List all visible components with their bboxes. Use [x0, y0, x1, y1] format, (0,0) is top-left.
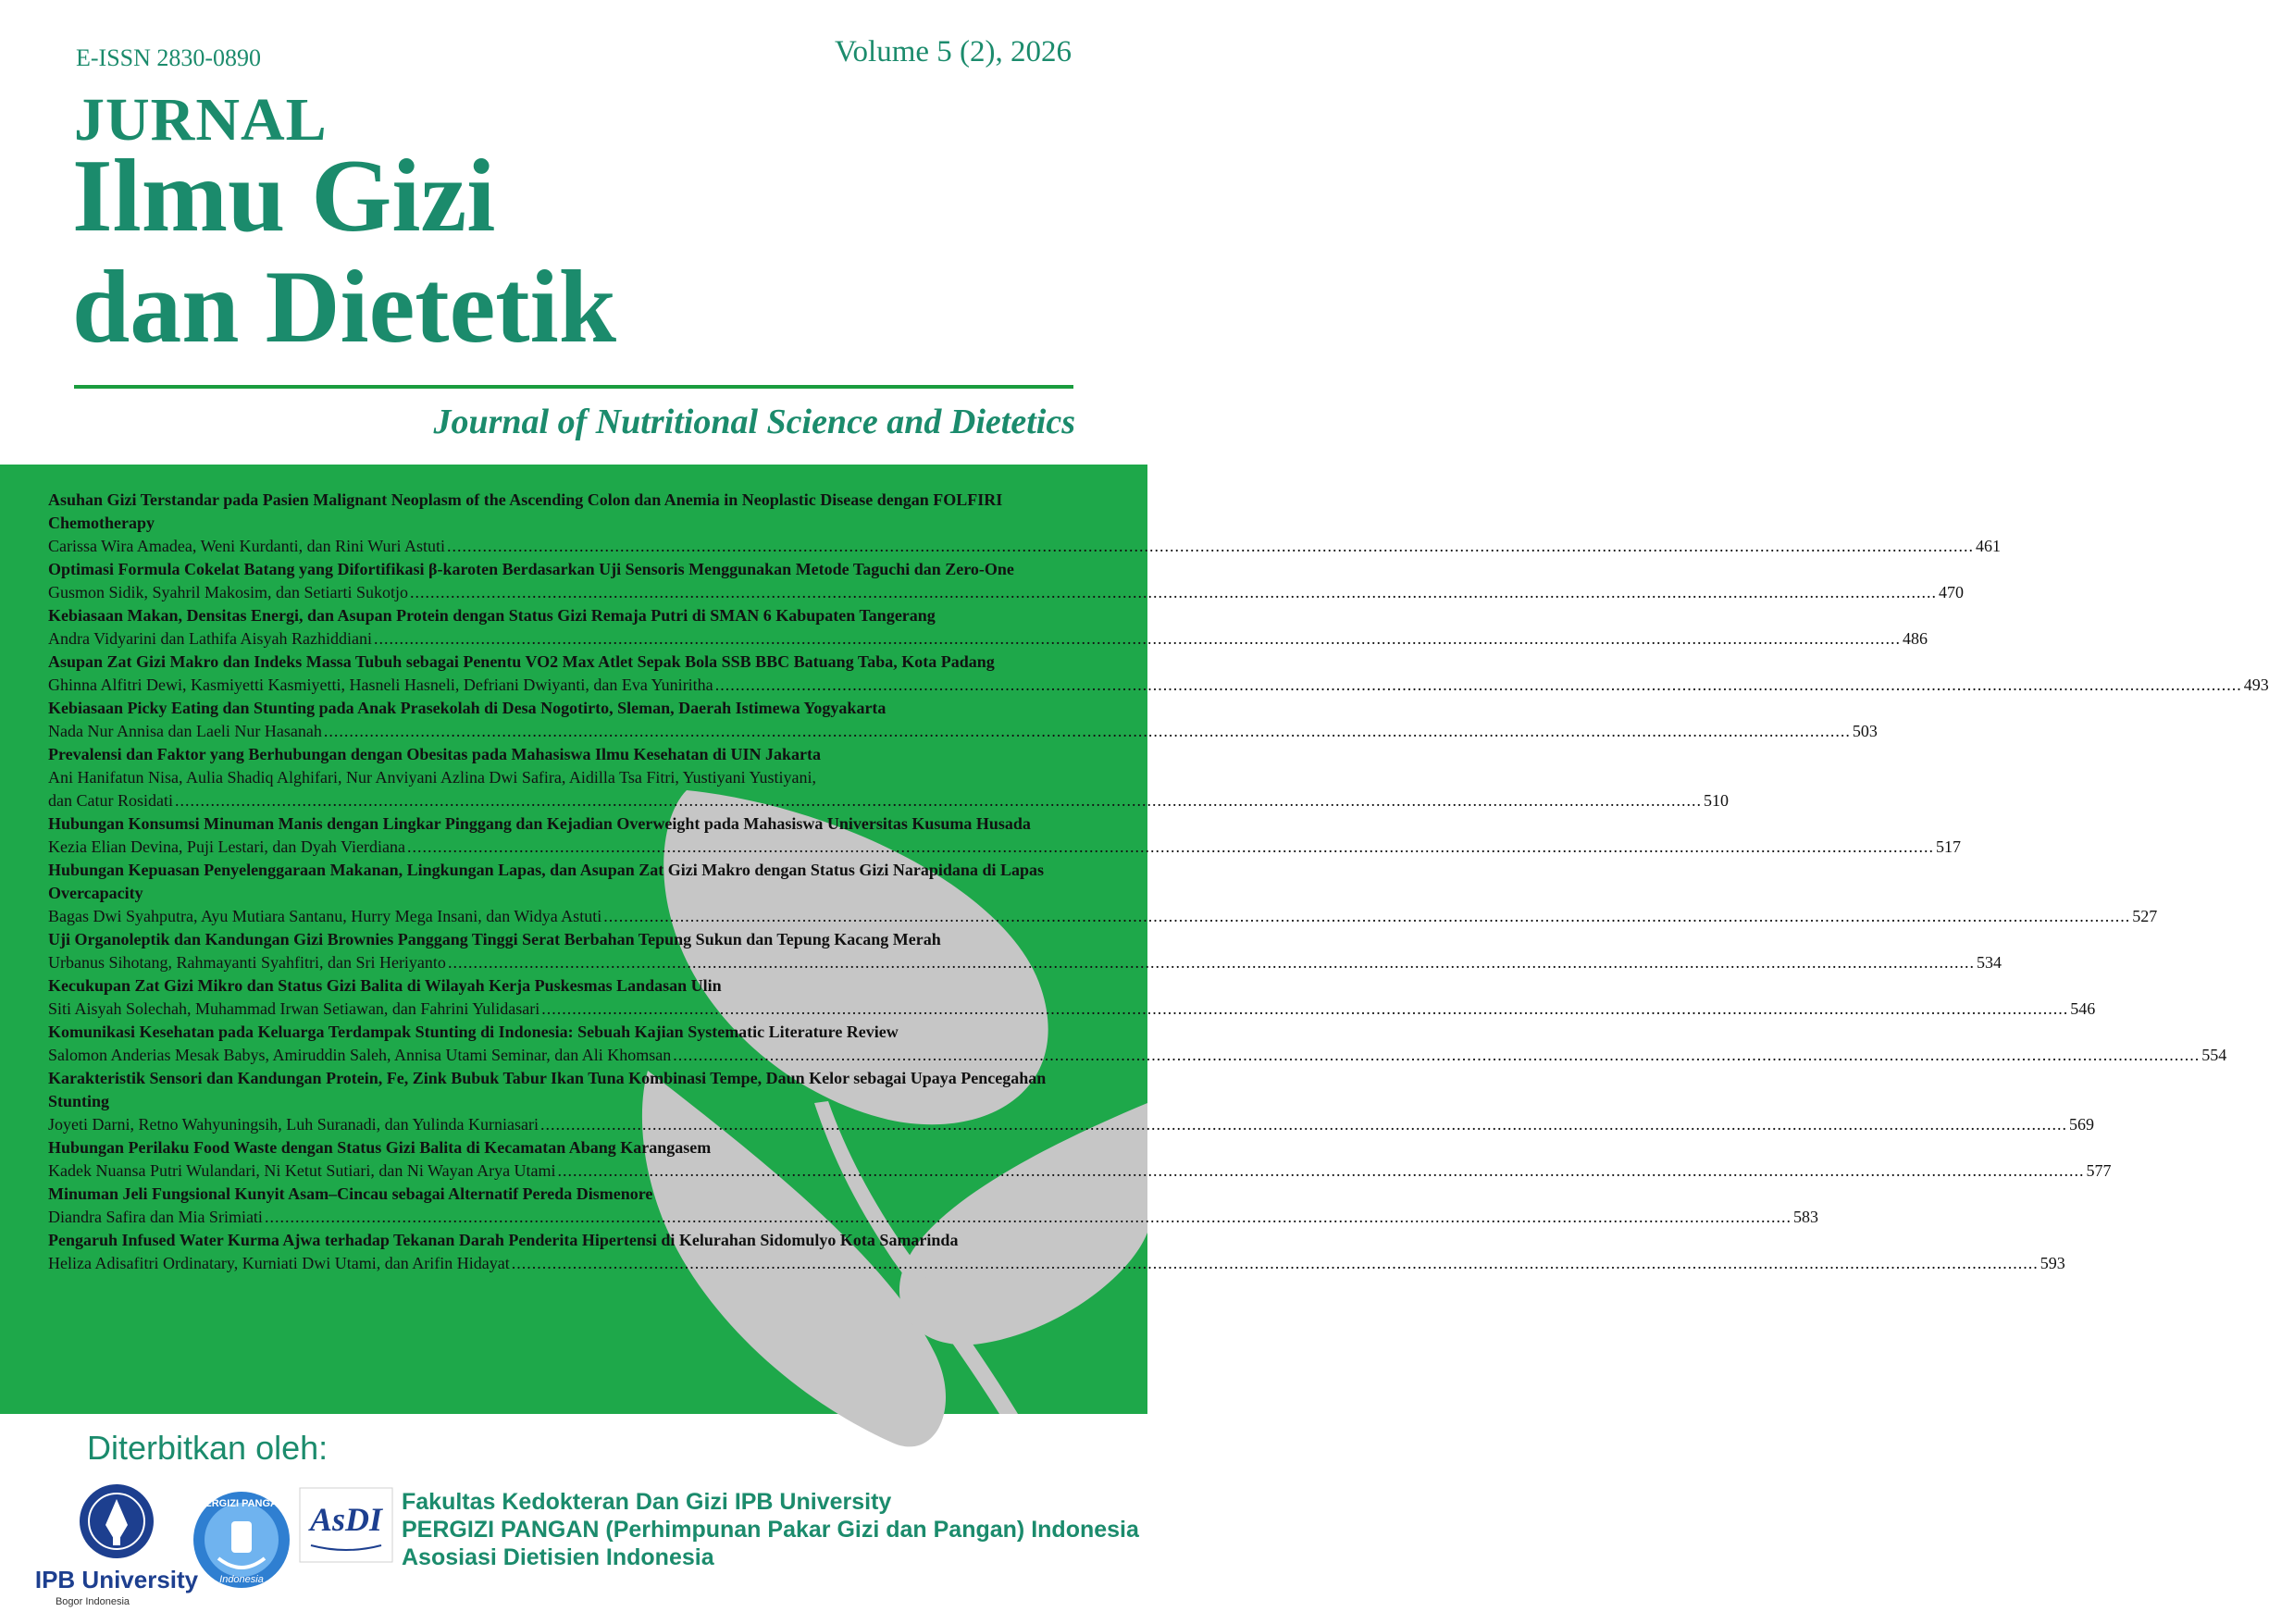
article-authors-row [48, 836, 1961, 859]
publisher-asdi: Asosiasi Dietisien Indonesia [402, 1544, 714, 1570]
article-title: Pengaruh Infused Water Kurma Ajwa terhadap Tekanan Darah Penderita Hipertensi di Kelurahan Sidomulyo Kota Samarinda [48, 1231, 959, 1249]
publisher-list [402, 1488, 1139, 1571]
article-page-number: 569 [2068, 1115, 2094, 1134]
article-authors-row [48, 951, 2002, 974]
article-page-number: 577 [2086, 1161, 2112, 1180]
article-authors: Heliza Adisafitri Ordinatary, Kurniati Dwi Utami, dan Arifin Hidayat [48, 1254, 510, 1272]
toc-entry [48, 974, 2096, 1021]
toc-entry [48, 604, 1928, 651]
ipb-university-logo [34, 1479, 199, 1619]
dot-leader: ............................................................................................................................................................................................................................................................................................................ [539, 1115, 2067, 1134]
article-authors-row [48, 998, 2096, 1021]
article-title: Hubungan Kepuasan Penyelenggaraan Makanan, Lingkungan Lapas, dan Asupan Zat Gizi Makro dengan Status Gizi Narapidana di Lapas Overcapacity [48, 861, 1044, 902]
volume-label: Volume 5 (2), 2026 [834, 35, 1072, 68]
toc-entry [48, 1067, 2094, 1136]
dot-leader: ............................................................................................................................................................................................................................................................................................................ [557, 1161, 2085, 1180]
article-authors: Kadek Nuansa Putri Wulandari, Ni Ketut Sutiari, dan Ni Wayan Arya Utami [48, 1161, 556, 1180]
dot-leader: ............................................................................................................................................................................................................................................................................................................ [447, 537, 1975, 555]
article-authors-row [48, 1159, 2112, 1183]
publisher-ipb: Fakultas Kedokteran Dan Gizi IPB University [402, 1489, 892, 1515]
article-authors: Nada Nur Annisa dan Laeli Nur Hasanah [48, 722, 322, 740]
article-authors-row [48, 905, 2158, 928]
article-authors: Ghinna Alfitri Dewi, Kasmiyetti Kasmiyetti, Hasneli Hasneli, Defriani Dwiyanti, dan Eva Yuniritha [48, 676, 713, 694]
article-authors-row [48, 1252, 2065, 1275]
dot-leader: ............................................................................................................................................................................................................................................................................................................ [410, 583, 1938, 601]
toc-entry [48, 651, 2269, 697]
asdi-logo-text: AsDI [309, 1501, 383, 1538]
article-title: Asupan Zat Gizi Makro dan Indeks Massa Tubuh sebagai Penentu VO2 Max Atlet Sepak Bola SSB BBC Batuang Taba, Kota Padang [48, 652, 995, 671]
toc-entry [48, 558, 1965, 604]
article-authors: Diandra Safira dan Mia Srimiati [48, 1208, 263, 1226]
toc-entry [48, 743, 1729, 812]
article-page-number: 593 [2040, 1254, 2065, 1272]
journal-title-line1: Ilmu Gizi [72, 139, 496, 254]
dot-leader: ............................................................................................................................................................................................................................................................................................................ [264, 1208, 1792, 1226]
journal-label: JURNAL [74, 86, 328, 154]
toc-entry [48, 1021, 2227, 1067]
asdi-logo [300, 1488, 392, 1562]
published-by-label: Diterbitkan oleh: [87, 1429, 329, 1467]
article-title: Kebiasaan Picky Eating dan Stunting pada Anak Prasekolah di Desa Nogotirto, Sleman, Daerah Istimewa Yogyakarta [48, 699, 887, 717]
dot-leader: ............................................................................................................................................................................................................................................................................................................ [603, 907, 2131, 925]
dot-leader: ............................................................................................................................................................................................................................................................................................................ [541, 999, 2069, 1018]
article-title: Asuhan Gizi Terstandar pada Pasien Malignant Neoplasm of the Ascending Colon dan Anemia in Neoplastic Disease dengan FOLFIRI Chemotherapy [48, 490, 1003, 532]
article-page-number: 503 [1852, 722, 1878, 740]
ipb-logo-subtext: Bogor Indonesia [55, 1596, 130, 1607]
article-title: Prevalensi dan Faktor yang Berhubungan dengan Obesitas pada Mahasiswa Ilmu Kesehatan di UIN Jakarta [48, 745, 821, 763]
article-title: Uji Organoleptik dan Kandungan Gizi Brownies Panggang Tinggi Serat Berbahan Tepung Sukun dan Tepung Kacang Merah [48, 930, 941, 948]
article-page-number: 534 [1976, 953, 2002, 972]
ipb-logo-text: IPB University [34, 1566, 199, 1593]
article-authors-row [48, 1044, 2227, 1067]
article-authors-row [48, 720, 1878, 743]
article-page-number: 493 [2243, 676, 2269, 694]
article-title: Kebiasaan Makan, Densitas Energi, dan Asupan Protein dengan Status Gizi Remaja Putri di SMAN 6 Kabupaten Tangerang [48, 606, 936, 625]
dot-leader: ............................................................................................................................................................................................................................................................................................................ [714, 676, 2242, 694]
article-authors: Urbanus Sihotang, Rahmayanti Syahfitri, dan Sri Heriyanto [48, 953, 446, 972]
article-authors: Bagas Dwi Syahputra, Ayu Mutiara Santanu, Hurry Mega Insani, dan Widya Astuti [48, 907, 602, 925]
toc-entry [48, 859, 2158, 928]
pergizi-logo-text: PERGIZI PANGAN [198, 1498, 285, 1509]
article-page-number: 461 [1976, 537, 2002, 555]
contents-panel [0, 465, 2269, 1414]
article-title: Optimasi Formula Cokelat Batang yang Difortifikasi β-karoten Berdasarkan Uji Sensoris Menggunakan Metode Taguchi dan Zero-One [48, 560, 1014, 578]
article-page-number: 470 [1939, 583, 1965, 601]
toc-entry [48, 697, 1878, 743]
article-authors-line: Ani Hanifatun Nisa, Aulia Shadiq Alghifari, Nur Anviyani Azlina Dwi Safira, Aidilla Tsa Fitri, Yustiyani Yustiyani, [48, 768, 816, 787]
article-authors: Siti Aisyah Solechah, Muhammad Irwan Setiawan, dan Fahrini Yulidasari [48, 999, 540, 1018]
toc-entry [48, 1229, 2065, 1275]
journal-subtitle: Journal of Nutritional Science and Dietetics [433, 403, 1075, 441]
article-authors: Salomon Anderias Mesak Babys, Amiruddin Saleh, Annisa Utami Seminar, dan Ali Khomsan [48, 1046, 672, 1064]
article-authors-row [48, 1206, 1818, 1229]
dot-leader: ............................................................................................................................................................................................................................................................................................................ [174, 791, 1702, 810]
issn-number: E-ISSN 2830-0890 [76, 44, 262, 71]
article-page-number: 583 [1792, 1208, 1818, 1226]
article-title: Kecukupan Zat Gizi Mikro dan Status Gizi Balita di Wilayah Kerja Puskesmas Landasan Ulin [48, 976, 722, 995]
dot-leader: ............................................................................................................................................................................................................................................................................................................ [323, 722, 1851, 740]
article-authors-row [48, 581, 1965, 604]
article-title: Karakteristik Sensori dan Kandungan Protein, Fe, Zink Bubuk Tabur Ikan Tuna Kombinasi Tempe, Daun Kelor sebagai Upaya Pencegahan Stunting [48, 1069, 1047, 1110]
toc-entry [48, 489, 2002, 558]
journal-title-line2: dan Dietetik [72, 250, 616, 365]
dot-leader: ............................................................................................................................................................................................................................................................................................................ [374, 629, 1901, 648]
article-title: Minuman Jeli Fungsional Kunyit Asam–Cincau sebagai Alternatif Pereda Dismenore [48, 1184, 653, 1203]
dot-leader: ............................................................................................................................................................................................................................................................................................................ [673, 1046, 2201, 1064]
article-page-number: 486 [1903, 629, 1928, 648]
article-page-number: 517 [1935, 837, 1961, 856]
article-page-number: 546 [2070, 999, 2096, 1018]
article-authors: Kezia Elian Devina, Puji Lestari, dan Dyah Vierdiana [48, 837, 405, 856]
title-divider [74, 385, 1073, 389]
article-authors-row [48, 789, 1729, 812]
toc-entry [48, 1183, 1818, 1229]
article-authors: Joyeti Darni, Retno Wahyuningsih, Luh Suranadi, dan Yulinda Kurniasari [48, 1115, 539, 1134]
pergizi-pangan-logo [191, 1475, 292, 1614]
article-authors-row [48, 535, 2002, 558]
article-authors: Gusmon Sidik, Syahril Makosim, dan Setiarti Sukotjo [48, 583, 409, 601]
toc-entry [48, 812, 1961, 859]
article-authors-row [48, 627, 1928, 651]
article-page-number: 527 [2132, 907, 2158, 925]
dot-leader: ............................................................................................................................................................................................................................................................................................................ [406, 837, 1934, 856]
article-title: Hubungan Perilaku Food Waste dengan Status Gizi Balita di Kecamatan Abang Karangasem [48, 1138, 712, 1157]
article-authors-row [48, 674, 2269, 697]
dot-leader: ............................................................................................................................................................................................................................................................................................................ [447, 953, 1975, 972]
article-authors: dan Catur Rosidati [48, 791, 173, 810]
pergizi-logo-subtext: Indonesia [219, 1574, 264, 1585]
toc-entry [48, 928, 2002, 974]
table-of-contents [48, 489, 2269, 1275]
article-authors: Andra Vidyarini dan Lathifa Aisyah Razhiddiani [48, 629, 372, 648]
dot-leader: ............................................................................................................................................................................................................................................................................................................ [511, 1254, 2039, 1272]
article-page-number: 554 [2201, 1046, 2227, 1064]
article-title: Komunikasi Kesehatan pada Keluarga Terdampak Stunting di Indonesia: Sebuah Kajian Systematic Literature Review [48, 1023, 899, 1041]
article-authors-row [48, 1113, 2094, 1136]
article-authors: Carissa Wira Amadea, Weni Kurdanti, dan Rini Wuri Astuti [48, 537, 446, 555]
toc-entry [48, 1136, 2112, 1183]
article-title: Hubungan Konsumsi Minuman Manis dengan Lingkar Pinggang dan Kejadian Overweight pada Mahasiswa Universitas Kusuma Husada [48, 814, 1031, 833]
article-page-number: 510 [1703, 791, 1729, 810]
publisher-pergizi: PERGIZI PANGAN (Perhimpunan Pakar Gizi dan Pangan) Indonesia [402, 1517, 1139, 1543]
